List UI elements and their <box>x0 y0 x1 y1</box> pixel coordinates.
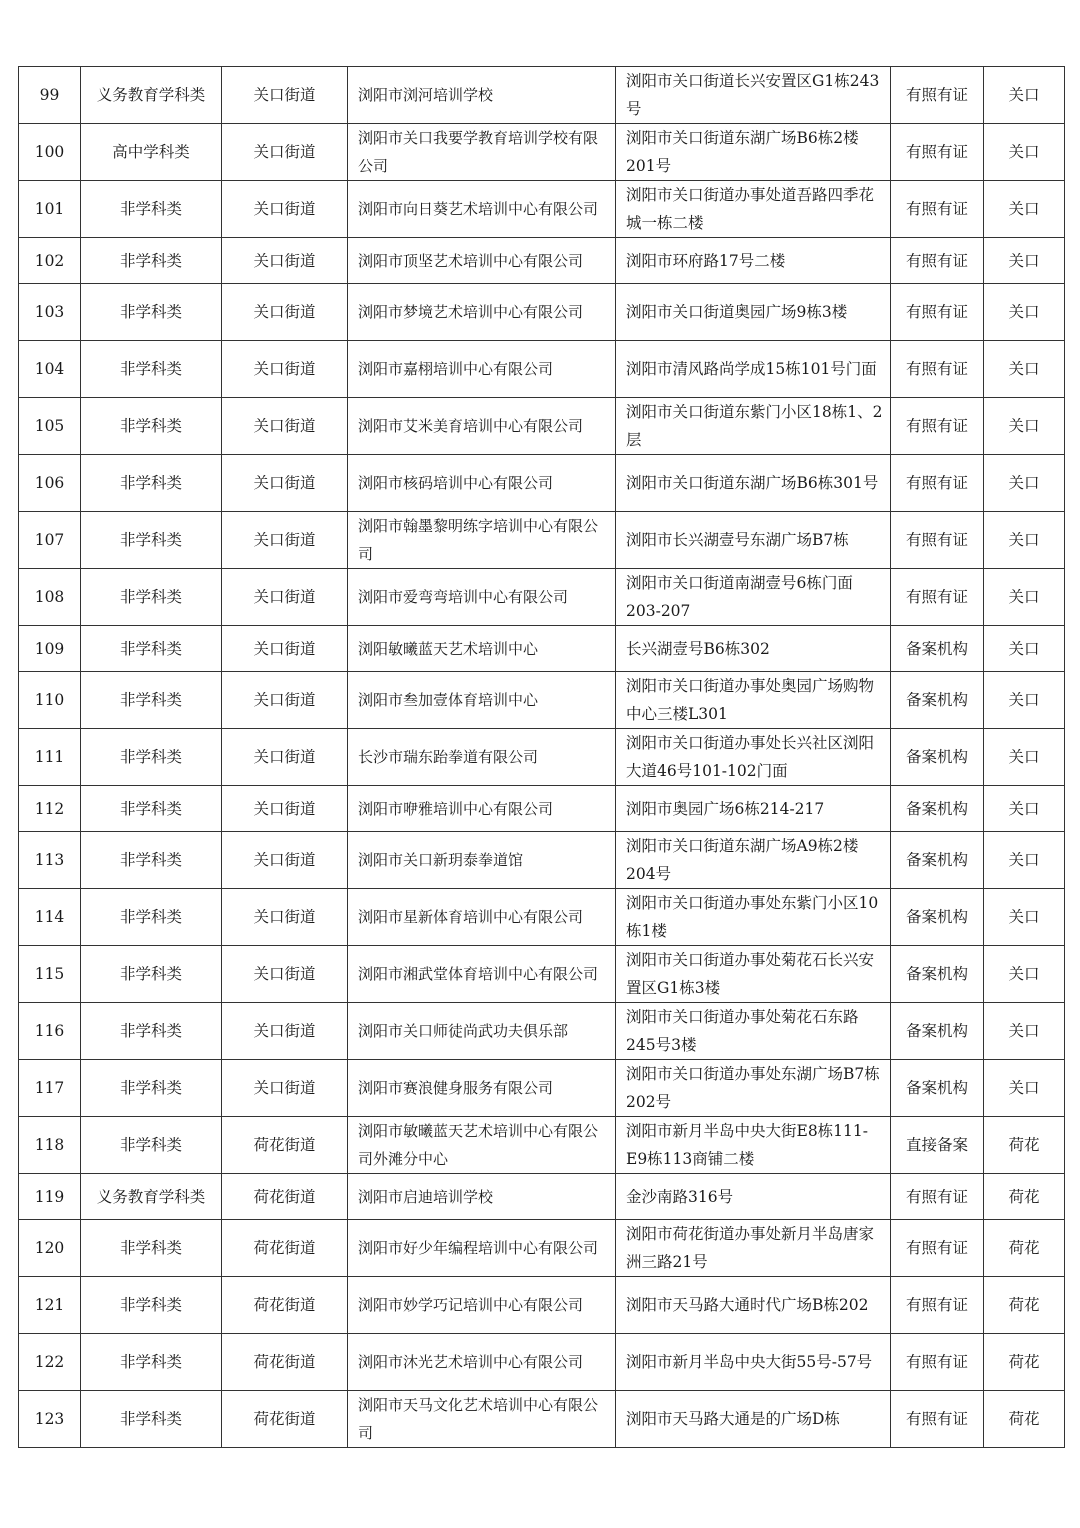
category-cell: 非学科类 <box>81 1003 222 1060</box>
table-row <box>19 1220 1065 1277</box>
street-cell: 关口街道 <box>222 569 348 626</box>
table-row <box>19 1117 1065 1174</box>
area-cell: 关口 <box>984 67 1065 124</box>
address-cell: 浏阳市关口街道办事处菊花石东路245号3楼 <box>616 1003 891 1060</box>
table-row <box>19 284 1065 341</box>
area-cell: 关口 <box>984 626 1065 672</box>
institution-name-cell: 浏阳市向日葵艺术培训中心有限公司 <box>348 181 616 238</box>
category-cell: 非学科类 <box>81 889 222 946</box>
row-number-cell: 121 <box>19 1277 81 1334</box>
institution-name-cell: 浏阳市天马文化艺术培训中心有限公司 <box>348 1391 616 1448</box>
street-cell: 关口街道 <box>222 672 348 729</box>
institution-name-cell: 长沙市瑞东跆拳道有限公司 <box>348 729 616 786</box>
address-cell: 长兴湖壹号B6栋302 <box>616 626 891 672</box>
area-cell: 关口 <box>984 672 1065 729</box>
table-row <box>19 1277 1065 1334</box>
row-number-cell: 105 <box>19 398 81 455</box>
street-cell: 关口街道 <box>222 124 348 181</box>
table-row <box>19 455 1065 512</box>
license-status-cell: 有照有证 <box>891 398 984 455</box>
street-cell: 荷花街道 <box>222 1391 348 1448</box>
category-cell: 非学科类 <box>81 398 222 455</box>
row-number-cell: 111 <box>19 729 81 786</box>
license-status-cell: 备案机构 <box>891 1003 984 1060</box>
street-cell: 关口街道 <box>222 238 348 284</box>
area-cell: 荷花 <box>984 1391 1065 1448</box>
table-row <box>19 569 1065 626</box>
area-cell: 荷花 <box>984 1277 1065 1334</box>
institution-name-cell: 浏阳市关口我要学教育培训学校有限公司 <box>348 124 616 181</box>
institution-name-cell: 浏阳市星新体育培训中心有限公司 <box>348 889 616 946</box>
street-cell: 关口街道 <box>222 786 348 832</box>
institution-name-cell: 浏阳市顶坚艺术培训中心有限公司 <box>348 238 616 284</box>
address-cell: 浏阳市关口街道奥园广场9栋3楼 <box>616 284 891 341</box>
category-cell: 非学科类 <box>81 512 222 569</box>
row-number-cell: 122 <box>19 1334 81 1391</box>
category-cell: 义务教育学科类 <box>81 1174 222 1220</box>
category-cell: 非学科类 <box>81 1060 222 1117</box>
license-status-cell: 备案机构 <box>891 832 984 889</box>
street-cell: 关口街道 <box>222 889 348 946</box>
street-cell: 荷花街道 <box>222 1174 348 1220</box>
area-cell: 关口 <box>984 786 1065 832</box>
address-cell: 浏阳市关口街道长兴安置区G1栋243号 <box>616 67 891 124</box>
table-row <box>19 729 1065 786</box>
license-status-cell: 有照有证 <box>891 341 984 398</box>
row-number-cell: 114 <box>19 889 81 946</box>
table-row <box>19 832 1065 889</box>
street-cell: 关口街道 <box>222 341 348 398</box>
area-cell: 关口 <box>984 1003 1065 1060</box>
address-cell: 金沙南路316号 <box>616 1174 891 1220</box>
row-number-cell: 102 <box>19 238 81 284</box>
license-status-cell: 有照有证 <box>891 181 984 238</box>
institution-name-cell: 浏阳市艾米美育培训中心有限公司 <box>348 398 616 455</box>
row-number-cell: 116 <box>19 1003 81 1060</box>
category-cell: 非学科类 <box>81 946 222 1003</box>
license-status-cell: 有照有证 <box>891 1391 984 1448</box>
area-cell: 关口 <box>984 398 1065 455</box>
table-row <box>19 1174 1065 1220</box>
area-cell: 关口 <box>984 455 1065 512</box>
row-number-cell: 109 <box>19 626 81 672</box>
table-row <box>19 946 1065 1003</box>
street-cell: 荷花街道 <box>222 1117 348 1174</box>
row-number-cell: 103 <box>19 284 81 341</box>
license-status-cell: 备案机构 <box>891 946 984 1003</box>
institution-table <box>18 66 1065 1448</box>
category-cell: 非学科类 <box>81 238 222 284</box>
address-cell: 浏阳市关口街道东湖广场B6栋301号 <box>616 455 891 512</box>
row-number-cell: 106 <box>19 455 81 512</box>
address-cell: 浏阳市关口街道办事处长兴社区浏阳大道46号101-102门面 <box>616 729 891 786</box>
row-number-cell: 118 <box>19 1117 81 1174</box>
table-row <box>19 67 1065 124</box>
license-status-cell: 有照有证 <box>891 569 984 626</box>
row-number-cell: 104 <box>19 341 81 398</box>
table-row <box>19 1060 1065 1117</box>
street-cell: 关口街道 <box>222 1060 348 1117</box>
category-cell: 非学科类 <box>81 1117 222 1174</box>
institution-name-cell: 浏阳市爱弯弯培训中心有限公司 <box>348 569 616 626</box>
address-cell: 浏阳市荷花街道办事处新月半岛唐家洲三路21号 <box>616 1220 891 1277</box>
row-number-cell: 107 <box>19 512 81 569</box>
license-status-cell: 有照有证 <box>891 124 984 181</box>
row-number-cell: 123 <box>19 1391 81 1448</box>
address-cell: 浏阳市环府路17号二楼 <box>616 238 891 284</box>
street-cell: 关口街道 <box>222 398 348 455</box>
institution-name-cell: 浏阳敏曦蓝天艺术培训中心 <box>348 626 616 672</box>
area-cell: 关口 <box>984 512 1065 569</box>
institution-name-cell: 浏阳市赛浪健身服务有限公司 <box>348 1060 616 1117</box>
address-cell: 浏阳市清风路尚学成15栋101号门面 <box>616 341 891 398</box>
category-cell: 非学科类 <box>81 626 222 672</box>
document-page <box>18 66 1064 1448</box>
row-number-cell: 99 <box>19 67 81 124</box>
row-number-cell: 119 <box>19 1174 81 1220</box>
street-cell: 关口街道 <box>222 512 348 569</box>
institution-name-cell: 浏阳市关口师徒尚武功夫俱乐部 <box>348 1003 616 1060</box>
area-cell: 荷花 <box>984 1117 1065 1174</box>
row-number-cell: 117 <box>19 1060 81 1117</box>
area-cell: 关口 <box>984 341 1065 398</box>
street-cell: 关口街道 <box>222 181 348 238</box>
address-cell: 浏阳市天马路大通是的广场D栋 <box>616 1391 891 1448</box>
institution-name-cell: 浏阳市咿雅培训中心有限公司 <box>348 786 616 832</box>
category-cell: 非学科类 <box>81 455 222 512</box>
area-cell: 荷花 <box>984 1334 1065 1391</box>
street-cell: 关口街道 <box>222 1003 348 1060</box>
street-cell: 关口街道 <box>222 67 348 124</box>
category-cell: 高中学科类 <box>81 124 222 181</box>
address-cell: 浏阳市关口街道办事处道吾路四季花城一栋二楼 <box>616 181 891 238</box>
table-row <box>19 124 1065 181</box>
license-status-cell: 有照有证 <box>891 238 984 284</box>
street-cell: 荷花街道 <box>222 1334 348 1391</box>
institution-name-cell: 浏阳市启迪培训学校 <box>348 1174 616 1220</box>
license-status-cell: 备案机构 <box>891 729 984 786</box>
row-number-cell: 120 <box>19 1220 81 1277</box>
area-cell: 关口 <box>984 946 1065 1003</box>
street-cell: 关口街道 <box>222 946 348 1003</box>
license-status-cell: 有照有证 <box>891 67 984 124</box>
category-cell: 非学科类 <box>81 341 222 398</box>
institution-name-cell: 浏阳市好少年编程培训中心有限公司 <box>348 1220 616 1277</box>
row-number-cell: 113 <box>19 832 81 889</box>
institution-name-cell: 浏阳市核码培训中心有限公司 <box>348 455 616 512</box>
license-status-cell: 有照有证 <box>891 455 984 512</box>
address-cell: 浏阳市新月半岛中央大街55号-57号 <box>616 1334 891 1391</box>
address-cell: 浏阳市长兴湖壹号东湖广场B7栋 <box>616 512 891 569</box>
street-cell: 关口街道 <box>222 729 348 786</box>
license-status-cell: 有照有证 <box>891 1277 984 1334</box>
area-cell: 关口 <box>984 124 1065 181</box>
row-number-cell: 110 <box>19 672 81 729</box>
address-cell: 浏阳市新月半岛中央大街E8栋111-E9栋113商铺二楼 <box>616 1117 891 1174</box>
license-status-cell: 备案机构 <box>891 1060 984 1117</box>
address-cell: 浏阳市关口街道办事处东湖广场B7栋202号 <box>616 1060 891 1117</box>
license-status-cell: 有照有证 <box>891 1220 984 1277</box>
institution-name-cell: 浏阳市翰墨黎明练字培训中心有限公司 <box>348 512 616 569</box>
table-row <box>19 181 1065 238</box>
street-cell: 荷花街道 <box>222 1220 348 1277</box>
category-cell: 义务教育学科类 <box>81 67 222 124</box>
street-cell: 关口街道 <box>222 626 348 672</box>
area-cell: 关口 <box>984 832 1065 889</box>
area-cell: 关口 <box>984 729 1065 786</box>
category-cell: 非学科类 <box>81 1220 222 1277</box>
row-number-cell: 100 <box>19 124 81 181</box>
institution-name-cell: 浏阳市关口新玥泰拳道馆 <box>348 832 616 889</box>
street-cell: 关口街道 <box>222 284 348 341</box>
category-cell: 非学科类 <box>81 181 222 238</box>
address-cell: 浏阳市关口街道东湖广场B6栋2楼201号 <box>616 124 891 181</box>
table-row <box>19 1334 1065 1391</box>
street-cell: 关口街道 <box>222 455 348 512</box>
category-cell: 非学科类 <box>81 832 222 889</box>
street-cell: 荷花街道 <box>222 1277 348 1334</box>
category-cell: 非学科类 <box>81 284 222 341</box>
institution-name-cell: 浏阳市沐光艺术培训中心有限公司 <box>348 1334 616 1391</box>
table-row <box>19 238 1065 284</box>
category-cell: 非学科类 <box>81 569 222 626</box>
table-row <box>19 512 1065 569</box>
area-cell: 荷花 <box>984 1220 1065 1277</box>
license-status-cell: 有照有证 <box>891 1334 984 1391</box>
table-row <box>19 889 1065 946</box>
street-cell: 关口街道 <box>222 832 348 889</box>
license-status-cell: 备案机构 <box>891 889 984 946</box>
institution-name-cell: 浏阳市湘武堂体育培训中心有限公司 <box>348 946 616 1003</box>
row-number-cell: 101 <box>19 181 81 238</box>
table-body <box>19 67 1065 1448</box>
institution-name-cell: 浏阳市嘉栩培训中心有限公司 <box>348 341 616 398</box>
table-row <box>19 626 1065 672</box>
license-status-cell: 备案机构 <box>891 672 984 729</box>
category-cell: 非学科类 <box>81 786 222 832</box>
area-cell: 荷花 <box>984 1174 1065 1220</box>
category-cell: 非学科类 <box>81 729 222 786</box>
category-cell: 非学科类 <box>81 1334 222 1391</box>
address-cell: 浏阳市关口街道办事处东紫门小区10栋1楼 <box>616 889 891 946</box>
row-number-cell: 112 <box>19 786 81 832</box>
license-status-cell: 有照有证 <box>891 1174 984 1220</box>
area-cell: 关口 <box>984 1060 1065 1117</box>
area-cell: 关口 <box>984 569 1065 626</box>
institution-name-cell: 浏阳市敏曦蓝天艺术培训中心有限公司外滩分中心 <box>348 1117 616 1174</box>
table-row <box>19 672 1065 729</box>
area-cell: 关口 <box>984 284 1065 341</box>
address-cell: 浏阳市关口街道东紫门小区18栋1、2层 <box>616 398 891 455</box>
institution-name-cell: 浏阳市叁加壹体育培训中心 <box>348 672 616 729</box>
address-cell: 浏阳市关口街道南湖壹号6栋门面203-207 <box>616 569 891 626</box>
table-row <box>19 786 1065 832</box>
category-cell: 非学科类 <box>81 1391 222 1448</box>
institution-name-cell: 浏阳市妙学巧记培训中心有限公司 <box>348 1277 616 1334</box>
license-status-cell: 直接备案 <box>891 1117 984 1174</box>
license-status-cell: 备案机构 <box>891 626 984 672</box>
license-status-cell: 备案机构 <box>891 786 984 832</box>
table-row <box>19 1003 1065 1060</box>
area-cell: 关口 <box>984 181 1065 238</box>
row-number-cell: 115 <box>19 946 81 1003</box>
institution-name-cell: 浏阳市浏河培训学校 <box>348 67 616 124</box>
address-cell: 浏阳市关口街道东湖广场A9栋2楼204号 <box>616 832 891 889</box>
area-cell: 关口 <box>984 238 1065 284</box>
table-row <box>19 1391 1065 1448</box>
license-status-cell: 有照有证 <box>891 284 984 341</box>
address-cell: 浏阳市关口街道办事处奥园广场购物中心三楼L301 <box>616 672 891 729</box>
category-cell: 非学科类 <box>81 672 222 729</box>
address-cell: 浏阳市天马路大通时代广场B栋202 <box>616 1277 891 1334</box>
row-number-cell: 108 <box>19 569 81 626</box>
table-row <box>19 341 1065 398</box>
license-status-cell: 有照有证 <box>891 512 984 569</box>
institution-name-cell: 浏阳市梦境艺术培训中心有限公司 <box>348 284 616 341</box>
area-cell: 关口 <box>984 889 1065 946</box>
category-cell: 非学科类 <box>81 1277 222 1334</box>
table-row <box>19 398 1065 455</box>
address-cell: 浏阳市奥园广场6栋214-217 <box>616 786 891 832</box>
address-cell: 浏阳市关口街道办事处菊花石长兴安置区G1栋3楼 <box>616 946 891 1003</box>
